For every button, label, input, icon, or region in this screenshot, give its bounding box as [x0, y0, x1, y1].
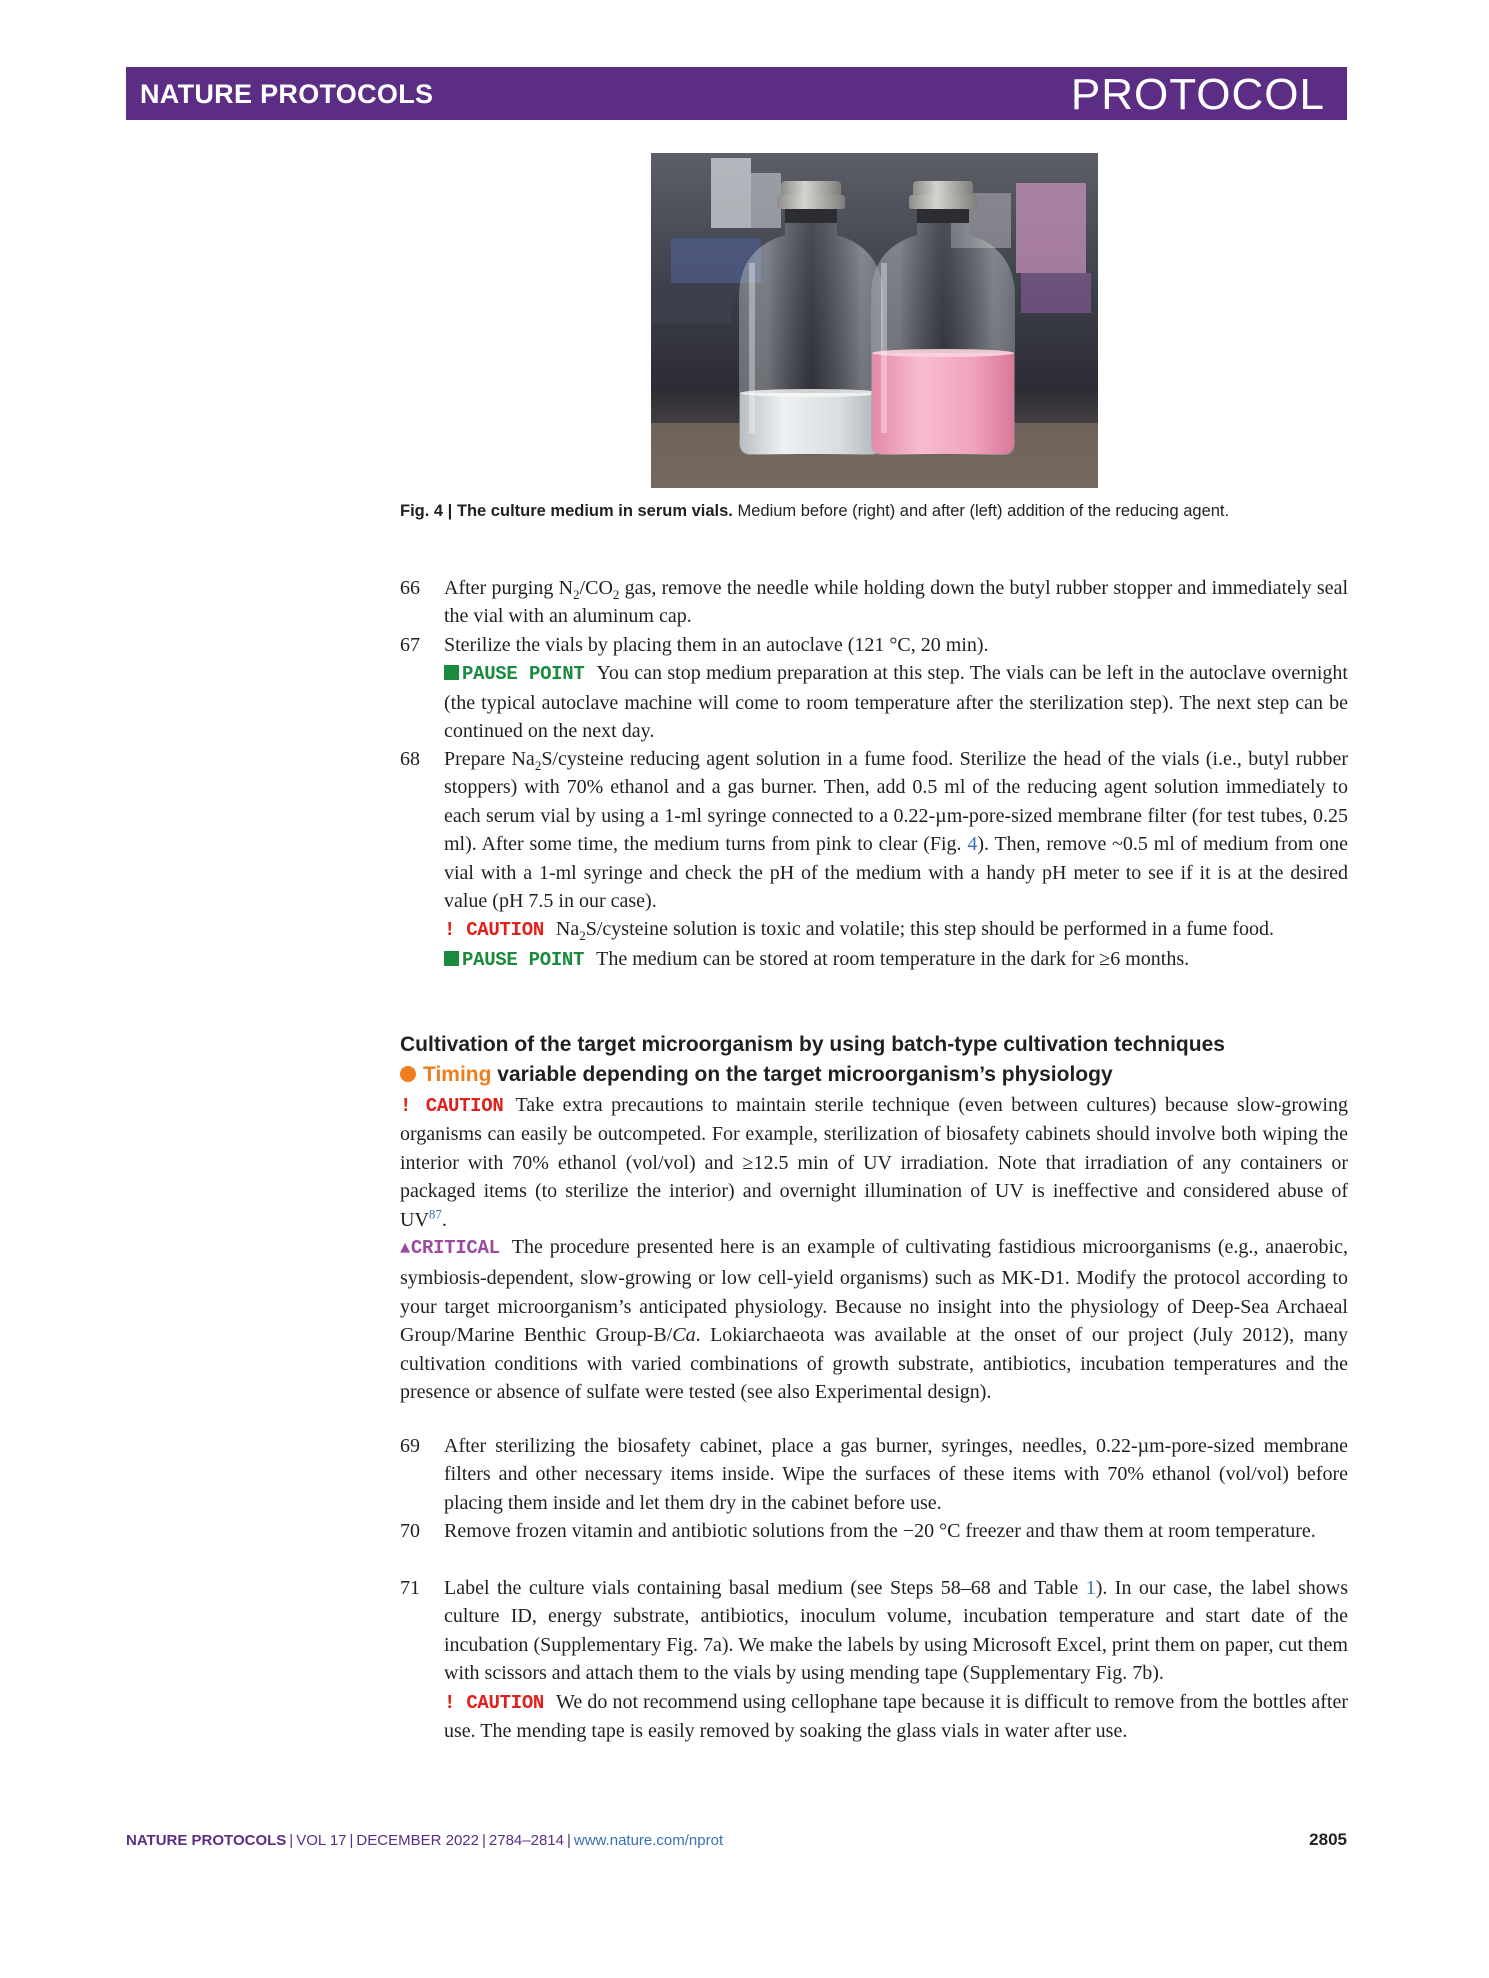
footer-url-link[interactable]: www.nature.com/nprot — [573, 1832, 724, 1849]
section-critical-text: The procedure presented here is an example of cultivating fastidious microorganisms (e.g., anaerobic, symbiosis-dependent, slow-growing or low cell-yield organisms) such as MK-D1. Modify the protocol according to your target microorganism’s anticipated physiology. Because no insight into the physiology of Deep-Sea Archaeal Group/Marine Benthic Group-B/Ca. Lokiarchaeota was available at the onset of our project (July 2012), many cultivation conditions with varied combinations of growth substrate, antibiotics, incubation temperatures and the presence or absence of sulfate were tested (see also Experimental design). — [400, 1236, 1349, 1404]
figure-title: The culture medium in serum vials. — [456, 502, 733, 520]
section-critical — [400, 1233, 1348, 1406]
step-71 — [400, 1574, 1348, 1745]
footer-journal: NATURE PROTOCOLS — [126, 1832, 287, 1849]
step-text: Remove frozen vitamin and antibiotic solutions from the −20 °C freezer and thaw them at room temperature. — [444, 1520, 1316, 1542]
section-caution-text: Take extra precautions to maintain sterile technique (even between cultures) because slow-growing organisms can easily be outcompeted. For example, sterilization of biosafety cabinets should involve both wiping the interior with 70% ethanol (vol/vol) and ≥12.5 min of UV irradiation. Note that irradiation of any containers or packaged items (to sterilize the interior) and overnight illumination of UV is ineffective and considered abuse of UV$^{87}$. — [400, 1094, 1348, 1231]
pause-point-tag: PAUSE POINT — [444, 663, 584, 685]
section-heading — [400, 1030, 1348, 1090]
figure-caption — [400, 502, 1350, 521]
step-69 — [400, 1432, 1348, 1517]
footer-date: DECEMBER 2022 — [356, 1832, 479, 1849]
caution-tag: ! CAUTION — [444, 1691, 545, 1714]
timing-label: Timing — [423, 1063, 492, 1086]
pause-point-note: PAUSE POINT You can stop medium preparation at this step. The vials can be left in the autoclave overnight (the typical autoclave machine will come to room temperature after the sterilization step). The next step can be continued on the next day. — [444, 662, 1348, 743]
step-number: 66 — [400, 577, 420, 599]
step-text: Sterilize the vials by placing them in an autoclave (121 °C, 20 min). — [444, 634, 989, 656]
critical-triangle-icon: ▲ — [400, 1240, 410, 1259]
step-text: Prepare $Na_2S$/cysteine reducing agent solution in a fume food. Sterilize the head of the vials (i.e., butyl rubber stoppers) with 70% ethanol and a gas burner. Then, add 0.5 ml of the reducing agent solution immediately to each serum vial by using a 1-ml syringe connected to a 0.22-µm-pore-sized membrane filter (for test tubes, 0.25 ml). After some time, the medium turns from pink to clear (Fig. 4). Then, remove ~0.5 ml of medium from one vial with a 1-ml syringe and check the pH of the medium with a handy pH meter to see if it is at the desired value (pH 7.5 in our case). — [444, 748, 1348, 913]
timing-text: variable depending on the target microorganism’s physiology — [497, 1063, 1113, 1086]
journal-header-bar — [126, 67, 1347, 120]
step-68 — [400, 745, 1348, 974]
caution-tag: ! CAUTION — [444, 919, 544, 942]
step-70 — [400, 1517, 1348, 1545]
step-text: Label the culture vials containing basal medium (see Steps 58–68 and Table 1). In our case, the label shows culture ID, energy substrate, antibiotics, inoculum volume, incubation temperature and start date of the incubation (Supplementary Fig. 7a). We make the labels by using Microsoft Excel, print them on paper, cut them with scissors and attach them to the vials by using mending tape (Supplementary Fig. 7b). — [444, 1577, 1348, 1685]
pause-point-note: PAUSE POINT The medium can be stored at room temperature in the dark for ≥6 months. — [444, 945, 1348, 974]
journal-name: NATURE PROTOCOLS — [140, 79, 434, 109]
step-67 — [400, 631, 1348, 746]
serum-vials-illustration — [651, 153, 1098, 488]
step-number: 67 — [400, 634, 420, 656]
pause-point-tag: PAUSE POINT — [444, 949, 584, 971]
pause-square-icon — [444, 951, 459, 966]
page-number: 2805 — [1309, 1830, 1347, 1849]
step-66 — [400, 574, 1348, 631]
footer-pages: 2784–2814 — [488, 1832, 564, 1849]
section-caution — [400, 1091, 1348, 1234]
article-type: PROTOCOL — [1070, 70, 1325, 119]
pause-square-icon — [444, 665, 459, 680]
critical-tag: ▲CRITICAL — [400, 1237, 500, 1259]
step-number: 70 — [400, 1520, 420, 1542]
step-number: 71 — [400, 1577, 420, 1599]
step-number: 69 — [400, 1435, 420, 1457]
step-text: After purging $N_2/CO_2$ gas, remove the needle while holding down the butyl rubber stopper and immediately seal the vial with an aluminum cap. — [444, 577, 1348, 628]
caution-note: ! CAUTION $Na_2S$/cysteine solution is toxic and volatile; this step should be performed in a fume food. — [444, 918, 1274, 944]
caution-tag: ! CAUTION — [400, 1095, 504, 1117]
step-text: After sterilizing the biosafety cabinet, place a gas burner, syringes, needles, 0.22-µm-pore-sized membrane filters and other necessary items inside. Wipe the surfaces of these items with 70% ethanol (vol/vol) before placing them inside and let them dry in the cabinet before use. — [444, 1435, 1348, 1514]
figure-label: Fig. 4 | — [400, 502, 453, 520]
caution-note: ! CAUTION We do not recommend using cellophane tape because it is difficult to remove from the bottles after use. The mending tape is easily removed by soaking the glass vials in water after use. — [444, 1690, 1348, 1743]
section-title: Cultivation of the target microorganism by using batch-type cultivation techniques — [400, 1033, 1225, 1056]
timing-dot-icon — [400, 1066, 416, 1082]
figure-caption-text: Medium before (right) and after (left) addition of the reducing agent. — [737, 502, 1230, 520]
footer-volume: VOL 17 — [296, 1832, 347, 1849]
timing-line — [400, 1060, 1348, 1090]
page-footer: NATURE PROTOCOLS | VOL 17 | DECEMBER 2022 | 2784–2814 | www.nature.com/nprot 2805 — [126, 1830, 1347, 1849]
step-number: 68 — [400, 748, 420, 770]
figure-photo-serum-vials — [651, 153, 1098, 488]
